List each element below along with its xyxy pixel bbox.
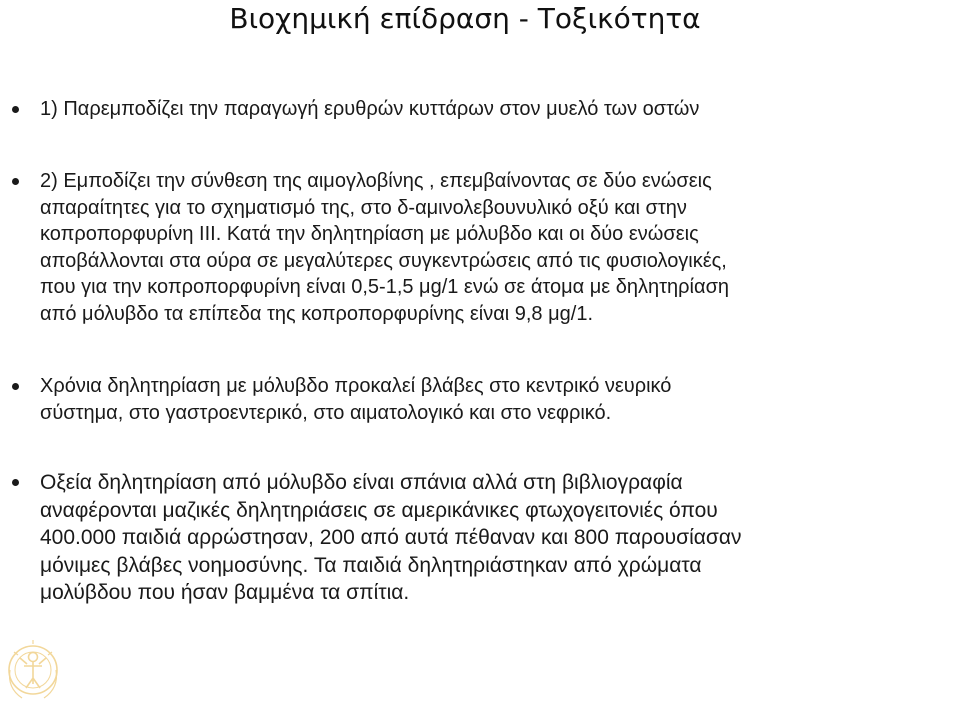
bullet-icon [12,383,19,390]
bullet-line: αποβάλλονται στα ούρα σε μεγαλύτερες συγκεντρώσεις από τις φυσιολογικές, [40,249,727,272]
bullet-line: μολύβδου που ήσαν βαμμένα τα σπίτια. [40,581,410,604]
bullet-icon [12,178,19,185]
bullet-line: μόνιμες βλάβες νοημοσύνης. Τα παιδιά δηλητηριάστηκαν από χρώματα [40,553,702,577]
bullet-item [40,168,958,327]
bullet-line: 2) Εμποδίζει την σύνθεση της αιμογλοβίνης , επεμβαίνοντας σε δύο ενώσεις [40,170,712,192]
bullet-line: 1) Παρεμποδίζει την παραγωγή ερυθρών κυττάρων στον μυελό των οστών [40,98,700,120]
bullet-line: απαραίτητες για το σχηματισμό της, στο δ-αμινολεβουνυλικό οξύ και στην [40,196,687,219]
bullet-item [40,96,958,123]
bullet-line: αναφέρονται μαζικές δηλητηριάσεις σε αμερικάνικες φτωχογειτονιές όπου [40,498,718,522]
bullet-line: Χρόνια δηλητηρίαση με μόλυβδο προκαλεί βλάβες στο κεντρικό νευρικό [40,375,672,397]
bullet-line: 400.000 παιδιά αρρώστησαν, 200 από αυτά πέθαναν και 800 παρουσίασαν [40,526,742,549]
bullet-line: Οξεία δηλητηρίαση από μόλυβδο είναι σπάνια αλλά στη βιβλιογραφία [40,471,683,494]
university-emblem-icon [4,632,62,708]
bullet-line: από μόλυβδο τα επίπεδα της κοπροπορφυρίνης είναι 9,8 μg/1. [40,302,593,325]
bullet-icon [12,106,19,113]
bullet-item [40,469,958,607]
slide-title: Βιοχημική επίδραση - Τοξικότητα [229,2,701,35]
bullet-line: σύστημα, στο γαστροεντερικό, στο αιματολογικό και στο νεφρικό. [40,401,612,424]
bullet-line: κοπροπορφυρίνη ΙΙΙ. Κατά την δηλητηρίαση με μόλυβδο και οι δύο ενώσεις [40,223,699,245]
bullet-icon [12,479,19,486]
bullet-item [40,373,958,426]
bullet-line: που για την κοπροπορφυρίνη είναι 0,5-1,5 μg/1 ενώ σε άτομα με δηλητηρίαση [40,276,730,298]
